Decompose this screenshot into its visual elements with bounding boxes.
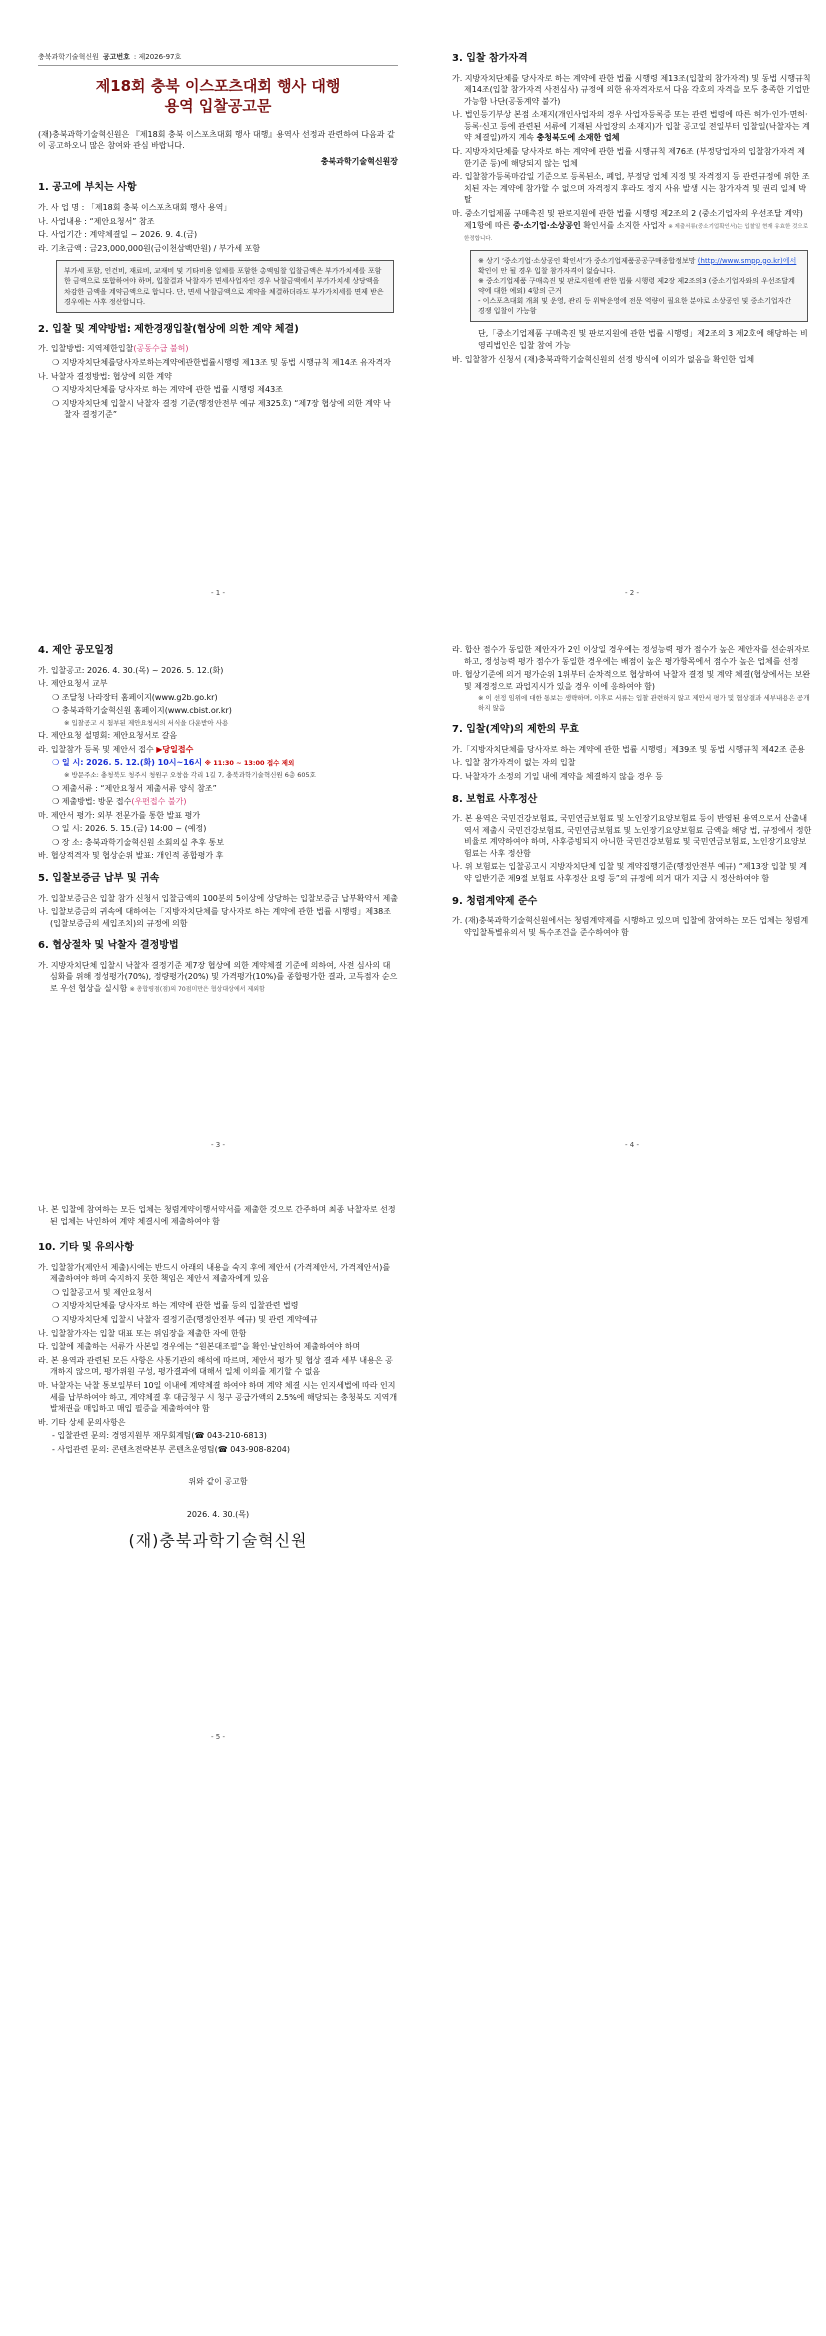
section-4-title: 4. 제안 공모일정	[38, 645, 114, 656]
s4-sub-highlight: (우편접수 불가)	[131, 797, 187, 807]
header-label: 공고번호	[102, 53, 130, 61]
page-number-5: - 5 -	[211, 1733, 225, 1741]
s6-line-text: 가. 지방자치단체 입찰시 낙찰자 결정기준 제7장 협상에 의한 계약체결 기준에 의하여, 사전 심사의 대 심화를 위해 정성평가(70%), 정량평가(20%) 및 가격평가(10%)를 종합평가한 결과, 고득점자 순으로 우선 협상을 실시함	[38, 960, 398, 994]
s1-item: 라. 기초금액 : 금23,000,000원(금이천삼백만원) / 부가세 포함	[38, 243, 261, 253]
s3-line-note: ※ 제출서류(중소기업확인서)는 입찰일 현재 유효한 것으로 한정합니다.	[464, 223, 809, 242]
s6-line: 마. 협상기준에 의거 평가순위 1위부터 순차적으로 협상하여 낙찰자 결정 및 계약 체결(협상에서는 보완 및 제경정으로 과업지시가 있을 경우 이에 응하여야 함)	[452, 670, 811, 691]
s2-sub: ❍ 지방자치단체 입찰시 낙찰자 결정 기준(행정안전부 예규 제325호) “제7장 협상에 의한 계약 낙찰자 결정기준”	[52, 398, 391, 420]
s3-line	[452, 109, 812, 144]
s5-line: 나. 입찰보증금의 귀속에 대하여는「지방자치단체를 당사자로 하는 계약에 관한 법률 시행령」제38조(입찰보증금의 세입조치)의 규정에 의함	[38, 907, 391, 928]
sme-note-line: - 이스포츠대회 개최 및 운영, 관리 등 위탁운영에 전문 역량이 필요한 분야로 소상공인 및 중소기업자간 경쟁 입찰이 가능함	[478, 297, 792, 316]
contact-bid: - 입찰관련 문의: 경영지원부 재무회계팀(☎ 043-210-6813)	[52, 1431, 267, 1441]
s3-line-text: 확인서를 소지한 사업자	[583, 220, 666, 230]
s6-note: ※ 이 선정 임위에 대한 통보는 생략하며, 이후로 서류는 입찰 관련하지 않고 제안서 평가 및 협상결과 세부내용은 공개하지 않음	[478, 694, 810, 712]
s4-sub-text: ❍ 제출방법: 방문 접수	[52, 797, 132, 807]
s2-line	[38, 343, 398, 355]
s4-sub: ❍ 제출서류 : “제안요청서 제출서류 양식 참조”	[52, 783, 217, 793]
page-title	[38, 76, 398, 117]
s1-item: 나. 사업내용 : “제안요청서” 참조	[38, 216, 155, 226]
s3-line	[452, 208, 812, 244]
section-10-title: 10. 기타 및 유의사항	[38, 1242, 134, 1254]
s4-sub	[38, 796, 398, 808]
section-6-title: 6. 협상절차 및 낙찰자 결정방법	[38, 940, 179, 952]
s9-line: 가. (재)충북과학기술혁신원에서는 청렴계약제를 시행하고 있으며 입찰에 참여하는 모든 업체는 청렴계약입찰특별유의서 및 특수조건을 준수하여야 함	[452, 916, 809, 937]
s3-line-bold: 충청북도에 소재한 업체	[536, 133, 620, 143]
s3-line: 다. 지방자치단체를 당사자로 하는 계약에 관한 법률 시행규칙 제76조 (부정당업자의 입찰참가자격 제한기준 등)에 해당되지 않는 업체	[452, 147, 805, 168]
s3-line: 라. 입찰참가등록마감일 기준으로 등록된소, 폐업, 부정당 업체 지정 및 자격정지 등 관련규정에 위한 조치된 자는 계약에 참가할 수 없으며 자격정지 후라도 정지 사유 발생 시는 참가자격 및 권리 일체 박탈	[452, 172, 810, 205]
sme-note-line: ※ 중소기업제품 구매촉진 및 판로지원에 관한 법률 시행령 제2장 제2조의3 (중소기업자와의 우선조달계약에 대한 예외) 4항의 근거	[478, 276, 795, 295]
s10-sub: ❍ 지방자치단체를 당사자로 하는 계약에 관한 법률 등의 입찰관련 법령	[52, 1301, 299, 1311]
page-number-1: - 1 -	[211, 589, 225, 597]
section-5-title: 5. 입찰보증금 납부 및 귀속	[38, 873, 160, 885]
s8-line: 나. 위 보험료는 입찰공고시 지방자치단체 입찰 및 계약집행기준(행정안전부 예규) “제13장 입찰 및 계약 일반기준 제9절 보험료 사후정산 요령 등”의 규정에 의거 대가 지급 시 정산하여야 함	[452, 862, 808, 883]
s4-line	[38, 744, 398, 756]
s6-line-note: ※ 총합평점(점)의 70점미만은 협상대상에서 제외함	[129, 986, 265, 994]
s3-line: 단,「중소기업제품 구매촉진 및 판로지원에 관한 법률 시행령」제2조의 3 제2호에 해당하는 비영리법인은 입찰 참여 가능	[478, 329, 808, 350]
s4-sub: ❍ 일 시: 2026. 5. 15.(금) 14:00 ~ (예정)	[52, 824, 207, 834]
s7-line: 다. 낙찰자가 소정의 기일 내에 계약을 체결하지 않을 경우 등	[452, 771, 663, 781]
s2-sub: ❍ 지방자치단체를당사자로하는계약에관한법률시행령 제13조 및 동법 시행규칙 제14조 유자격자	[52, 357, 391, 367]
s10-line: 라. 본 용역과 관련된 모든 사항은 사통기관의 해석에 따르며, 제안서 평가 및 협상 결과 세부 내용은 공개하지 않으며, 평가위원 구성, 평가결과에 대해서 일체 이의를 제기할 수 없음	[38, 1355, 393, 1377]
section-3-title: 3. 입찰 참가자격	[452, 53, 528, 64]
s8-line: 가. 본 용역은 국민건강보험료, 국민연금보험료 및 노인장기요양보험료 등이 반영된 용역으로서 산출내역서 제출시 국민건강보험료, 국민연금보험료 및 노인장기요양보험료 금액을 해당 법, 규정에서 정한 비율로 계약하여야 하며, 사후증빙되지 아니한 국민건강보험료 및 국민연금보험료, 노인장기요양보험료는 사후 정산함	[452, 814, 812, 858]
s4-line: 마. 제안서 평가: 외부 전문가를 통한 발표 평가	[38, 810, 201, 820]
section-7-title: 7. 입찰(계약)의 제한의 무효	[452, 724, 579, 736]
s9-line: 나. 본 입찰에 참여하는 모든 업체는 청렴계약이행서약서를 제출한 것으로 간주하며 최종 낙찰자로 선정된 업체는 낙인하여 계약 체결시에 제출하여야 함	[38, 1205, 396, 1226]
vat-note-box: 부가세 포함, 인건비, 재료비, 교재비 및 기타비용 일체를 포함한 총액임찰 입찰금액은 부가가치세를 포함한 금액으로 또합하여야 하며, 입찰결과 낙찰자가 면세사업자인 경우 낙찰금액에서 부가가치세 상당액을 차감한 금액을 계약금액으로 합니다. 단, 면세 낙찰금액으로 계약을 체결하더라도 부가가치세를 면제 받은 경우에는 사후 정산합니다.	[56, 260, 394, 313]
page-4	[452, 644, 812, 1164]
s2-line: 나. 낙찰자 결정방법: 협상에 의한 계약	[38, 371, 172, 381]
page-2	[452, 52, 812, 572]
s3-line-text: 나. 법인등기부상 본점 소재지(개인사업자의 경우 사업자등록증 또는 관련 법령에 따른 허가·인가·면허·등록·신고 등에 관련된 서류에 기재된 사업장의 소재지)가 입찰 공고일 전일부터 입찰일(낙찰자는 계약 체결일)까지 계속	[452, 110, 810, 143]
sme-note-line	[478, 256, 800, 276]
s10-sub: ❍ 입찰공고서 및 제안요청서	[52, 1287, 152, 1297]
s4-note: ※ 방문주소: 충청북도 청주시 청원구 오창읍 각리 1길 7, 충북과학기술혁신원 6층 605호	[64, 771, 316, 780]
s4-sub: ❍ 장 소: 충북과학기술혁신원 소회의실 추후 통보	[52, 837, 224, 847]
s4-note: ※ 입찰공고 시 첨부된 제안요청서의 서식을 다운받아 사용	[64, 718, 229, 727]
s6-line: 라. 합산 점수가 동일한 제안자가 2인 이상일 경우에는 정성능력 평가 점수가 높은 제안자를 선순위자로 하고, 정성능력 평가 점수가 동일한 경우에는 배점이 높은 평가항목에서 점수가 높은 업체를 선정	[452, 645, 810, 666]
title-line-2: 용역 입찰공고문	[164, 97, 272, 116]
closing-date: 2026. 4. 30.(목)	[186, 1510, 250, 1520]
section-8-title: 8. 보험료 사후정산	[452, 793, 538, 805]
submission-datetime: ❍ 일 시: 2026. 5. 12.(화) 10시~16시	[52, 758, 203, 768]
sme-note-text: 확인이 안 될 경우 입찰 참가자격이 없습니다.	[478, 266, 616, 275]
s10-line: 나. 입찰참가자는 입찰 대표 또는 위임장을 제출한 자에 한함	[38, 1328, 247, 1338]
s4-line: 나. 제안요청서 교부	[38, 679, 108, 689]
s10-line: 마. 낙찰자는 낙찰 통보일부터 10일 이내에 계약체결 하여야 하며 계약 체결 시는 인지세법에 따라 인지세를 납부하여야 하고, 계약체결 후 대금청구 시 청구 공급가액의 2.5%에 해당되는 충청북도 지역개발채권을 매입하고 매입 필증을 제출하여야 함	[38, 1381, 398, 1414]
s3-line-bold: 중·소기업·소상공인	[512, 220, 581, 230]
intro-text: (재)충북과학기술혁신원은 『제18회 충북 이스포츠대회 행사 대행』용역사 선정과 관련하여 다음과 같이 공고하오니 많은 참여와 관심 바랍니다.	[38, 129, 395, 151]
closing-text: 위와 같이 공고함	[188, 1476, 248, 1486]
s4-line: 바. 협상적격자 및 협상순위 발표: 개인적 종합평가 후	[38, 851, 224, 861]
s10-line: 가. 입찰참가(제안서 제출)시에는 반드시 아래의 내용을 숙지 후에 제안서 (가격제안서, 가격제안서)를 제출하여야 하며 숙지하지 못한 책임은 제안서 제출자에게 있음	[38, 1262, 391, 1284]
s2-sub: ❍ 지방자치단체를 당사자로 하는 계약에 관한 법률 시행령 제43조	[52, 385, 283, 395]
s6-line	[38, 960, 398, 995]
header-org: 충북과학기술혁신원	[38, 53, 99, 61]
s4-sub: ❍ 충북과학기술혁신원 홈페이지(www.cbist.or.kr)	[52, 706, 232, 716]
section-1-title: 1. 공고에 부치는 사항	[38, 182, 137, 194]
s7-line: 가.「지방자치단체를 당사자로 하는 계약에 관한 법률 시행령」제39조 및 동법 시행규칙 제42조 준용	[452, 744, 805, 754]
issuer: 충북과학기술혁신원장	[320, 156, 398, 166]
title-line-1: 제18회 충북 이스포츠대회 행사 대행	[95, 77, 341, 96]
s4-line-text: 라. 입찰참가 등록 및 제안서 접수	[38, 744, 154, 754]
s1-item: 가. 사 업 명 : 「제18회 충북 이스포츠대회 행사 용역」	[38, 202, 232, 212]
s1-item: 다. 사업기간 : 계약체결일 ~ 2026. 9. 4.(금)	[38, 230, 198, 240]
closing-org: (재)충북과학기술혁신원	[128, 1530, 308, 1550]
section-2-title: 2. 입찰 및 계약방법: 제한경쟁입찰(협상에 의한 계약 체결)	[38, 323, 299, 335]
page-number-4: - 4 -	[625, 1141, 639, 1149]
s4-sub	[38, 757, 398, 769]
sme-note-box	[470, 250, 808, 323]
s3-line: 바. 입찰참가 신청서 (재)충북과학기술혁신원의 선정 방식에 이의가 없음을 확인한 업체	[452, 354, 755, 364]
s10-line: 바. 기타 상세 문의사항은	[38, 1417, 126, 1427]
s4-line: 다. 제안요청 설명회: 제안요청서로 갈음	[38, 731, 178, 741]
s2-line-text: 가. 입찰방법: 지역제한입찰	[38, 344, 134, 354]
header-number: : 제2026-97호	[133, 53, 182, 61]
s3-line: 가. 지방자치단체를 당사자로 하는 계약에 관한 법률 시행령 제13조(입찰의 참가자격) 및 동법 시행규칙 제14조(입찰 참가자격 사전심사) 규정에 의한 유자격자로서 다음 각호의 자격을 모두 충족한 기업만 가능함 나단(공동계약 불가)	[452, 73, 811, 106]
page-5	[38, 1204, 398, 1724]
page-number-3: - 3 -	[211, 1141, 225, 1149]
contact-project: - 사업관련 문의: 콘텐츠전략본부 콘텐츠운영팀(☎ 043-908-8204)	[52, 1445, 291, 1454]
s10-line: 다. 입찰에 제출하는 서류가 사본일 경우에는 “원본대조필”을 확인·날인하여 제출하여야 하며	[38, 1342, 361, 1352]
page-number-2: - 2 -	[625, 589, 639, 597]
s2-line-highlight: (공동수급 불허)	[133, 344, 189, 354]
s4-line: 가. 입찰공고: 2026. 4. 30.(목) ~ 2026. 5. 12.(화)	[38, 665, 224, 675]
document-header	[38, 52, 398, 66]
lunch-exclusion: ※ 11:30 ~ 13:00 접수 제외	[204, 759, 295, 768]
page-3	[38, 644, 398, 1164]
s10-sub: ❍ 지방자치단체 입찰시 낙찰자 결정기준(행정안전부 예규) 및 관련 계약예규	[52, 1315, 318, 1325]
page-1	[38, 52, 398, 572]
s4-sub: ❍ 조달청 나라장터 홈페이지(www.g2b.go.kr)	[52, 692, 218, 702]
sme-note-text: ※ 상기 ‘중소기업·소상공인 확인서’가 중소기업제품공공구매종합정보망	[478, 256, 696, 265]
s3-line-text: 마. 중소기업제품 구매촉진 및 판로지원에 관한 법률 시행령 제2조의 2 (중소기업자의 우선조달 계약) 제1항에 따른	[452, 209, 803, 230]
smpp-link[interactable]: (http://www.smpp.go.kr)에서	[697, 256, 797, 265]
s7-line: 나. 입찰 참가자격이 없는 자의 입찰	[452, 758, 576, 768]
s5-line: 가. 입찰보증금은 입찰 참가 신청서 입찰금액의 100분의 5이상에 상당하는 입찰보증금 납부확약서 제출	[38, 893, 398, 903]
section-9-title: 9. 청렴계약제 준수	[452, 895, 538, 907]
same-day-label: ▶당일접수	[156, 744, 194, 754]
